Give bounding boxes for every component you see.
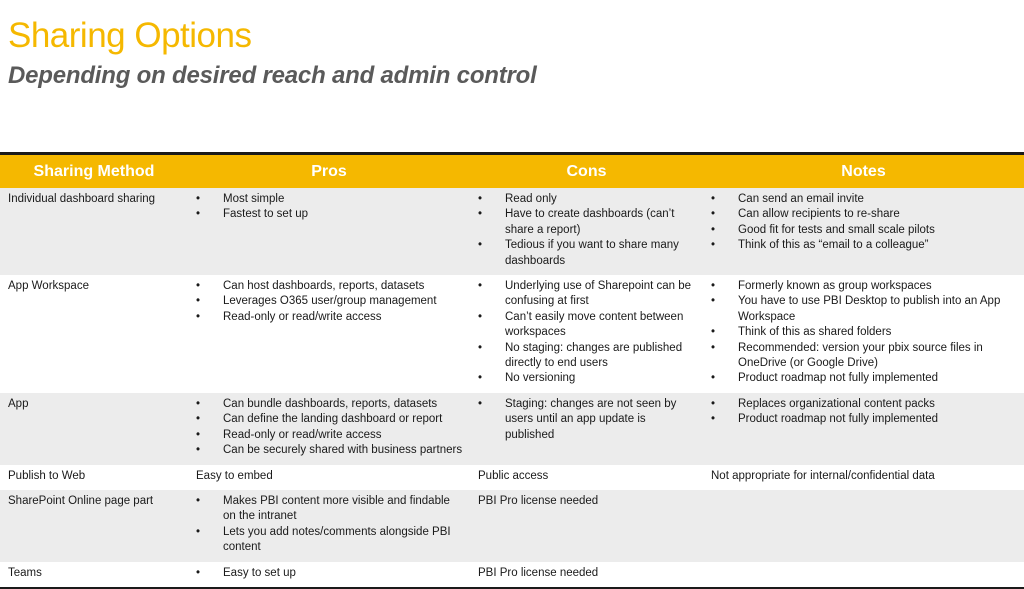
pros-bullet-list [196,279,464,325]
table-row [0,188,1024,275]
bullet-item: • Read-only or read/write access [196,310,464,325]
slide-title: Sharing Options [8,16,252,55]
bullet-item: • Product roadmap not fully implemented [711,412,1018,427]
cell-pros [188,490,470,562]
cell-cons [470,188,703,275]
cell-notes [703,188,1024,275]
pros-bullet-list [196,494,464,556]
bullet-item: • You have to use PBI Desktop to publish into an App Workspace [711,294,1018,325]
cons-bullet-list [478,279,697,387]
cell-pros [188,275,470,393]
bullet-item: • Staging: changes are not seen by users until an app update is published [478,397,697,443]
table-body [0,188,1024,588]
bullet-item: • Read only [478,192,697,207]
cell-cons: PBI Pro license needed [470,490,703,562]
cell-method: App Workspace [0,275,188,393]
cons-bullet-list [478,192,697,269]
bullet-item: • Lets you add notes/comments alongside PBI content [196,525,464,556]
notes-bullet-list [711,397,1018,428]
bullet-item: • Makes PBI content more visible and findable on the intranet [196,494,464,525]
table-row [0,490,1024,562]
bullet-item: • Think of this as “email to a colleague” [711,238,1018,253]
bullet-item: • Good fit for tests and small scale pilots [711,223,1018,238]
slide-subtitle: Depending on desired reach and admin control [8,62,537,89]
table-row [0,393,1024,465]
header-cons: Cons [470,155,703,188]
cell-pros: Easy to embed [188,465,470,490]
bullet-item: • No versioning [478,371,697,386]
table-header [0,155,1024,188]
bullet-item: • Can bundle dashboards, reports, datasets [196,397,464,412]
bullet-item: • No staging: changes are published directly to end users [478,341,697,372]
bullet-item: • Can define the landing dashboard or report [196,412,464,427]
cell-method: Individual dashboard sharing [0,188,188,275]
cell-cons: PBI Pro license needed [470,562,703,588]
bullet-item: • Can be securely shared with business partners [196,443,464,458]
table-row [0,275,1024,393]
bullet-item: • Can send an email invite [711,192,1018,207]
bullet-item: • Product roadmap not fully implemented [711,371,1018,386]
pros-bullet-list [196,192,464,223]
bullet-item: • Can’t easily move content between workspaces [478,310,697,341]
cell-notes: Not appropriate for internal/confidential data [703,465,1024,490]
cell-pros [188,562,470,588]
cell-notes [703,490,1024,562]
cell-method: SharePoint Online page part [0,490,188,562]
pros-bullet-list [196,397,464,459]
cell-notes [703,562,1024,588]
table-row [0,562,1024,588]
bullet-item: • Read-only or read/write access [196,428,464,443]
cell-pros [188,393,470,465]
bullet-item: • Can host dashboards, reports, datasets [196,279,464,294]
bullet-item: • Have to create dashboards (can’t share a report) [478,207,697,238]
header-row [0,155,1024,188]
notes-bullet-list [711,279,1018,387]
cell-method: Publish to Web [0,465,188,490]
cell-notes [703,275,1024,393]
bullet-item: • Tedious if you want to share many dashboards [478,238,697,269]
cell-pros [188,188,470,275]
bullet-item: • Most simple [196,192,464,207]
notes-bullet-list [711,192,1018,254]
table-row [0,465,1024,490]
bullet-item: • Fastest to set up [196,207,464,222]
bullet-item: • Can allow recipients to re-share [711,207,1018,222]
cons-bullet-list [478,397,697,443]
pros-bullet-list [196,566,464,581]
bullet-item: • Easy to set up [196,566,464,581]
bullet-item: • Replaces organizational content packs [711,397,1018,412]
bullet-item: • Recommended: version your pbix source files in OneDrive (or Google Drive) [711,341,1018,372]
cell-cons [470,393,703,465]
cell-method: App [0,393,188,465]
bullet-item: • Think of this as shared folders [711,325,1018,340]
cell-method: Teams [0,562,188,588]
header-sharing-method: Sharing Method [0,155,188,188]
header-pros: Pros [188,155,470,188]
sharing-options-table [0,155,1024,589]
bullet-item: • Leverages O365 user/group management [196,294,464,309]
bullet-item: • Underlying use of Sharepoint can be confusing at first [478,279,697,310]
cell-notes [703,393,1024,465]
header-notes: Notes [703,155,1024,188]
bullet-item: • Formerly known as group workspaces [711,279,1018,294]
cell-cons [470,275,703,393]
cell-cons: Public access [470,465,703,490]
sharing-options-table-container [0,152,1024,589]
